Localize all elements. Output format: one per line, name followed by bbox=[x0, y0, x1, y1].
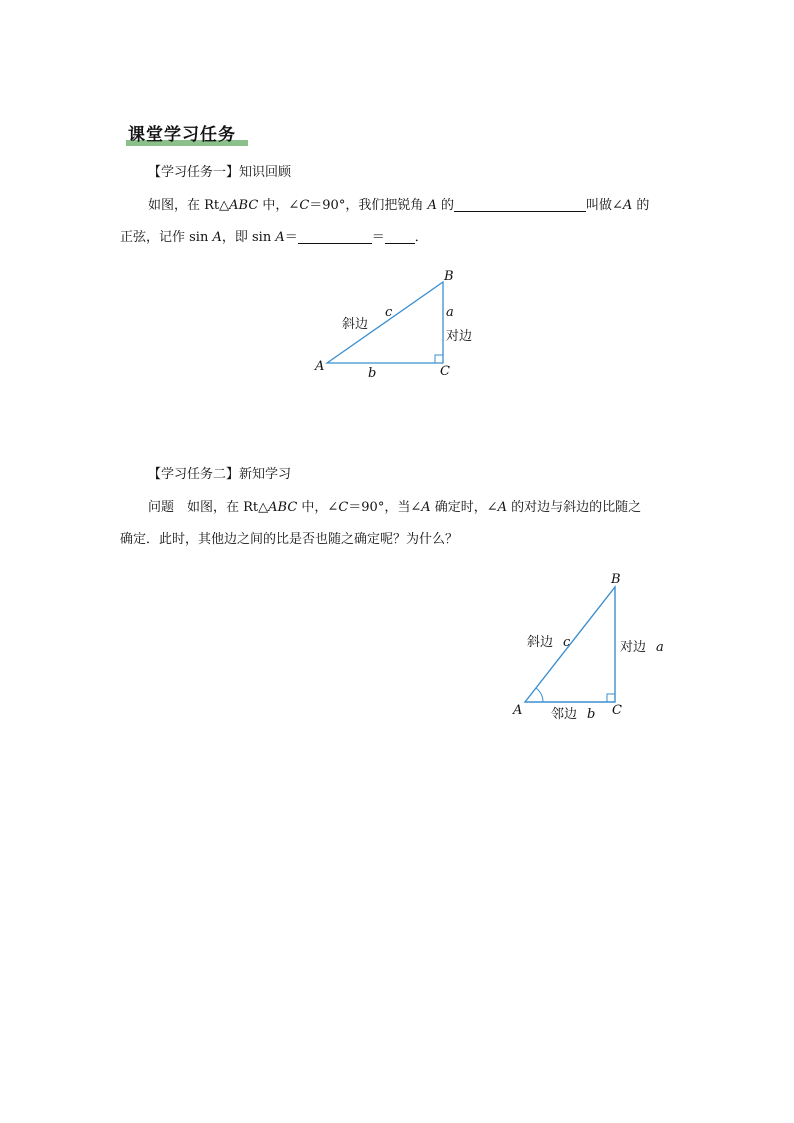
text: ＝ bbox=[284, 230, 298, 245]
text: 中，∠ bbox=[297, 500, 339, 515]
text: C bbox=[338, 500, 349, 515]
task2-line1 bbox=[148, 499, 641, 517]
opposite-label: 对边 bbox=[620, 640, 647, 655]
side-c-label: c bbox=[563, 635, 571, 650]
task1-heading: 【学习任务一】知识回顾 bbox=[148, 165, 292, 180]
text: ＝90°，当∠ bbox=[348, 500, 422, 515]
right-angle-mark bbox=[607, 694, 615, 702]
text: A bbox=[497, 500, 508, 515]
text: A bbox=[212, 230, 222, 245]
vertex-a-label: A bbox=[315, 359, 325, 374]
task1-line1 bbox=[148, 197, 649, 215]
text: 叫做∠ bbox=[586, 198, 623, 213]
text: A bbox=[622, 198, 633, 213]
adjacent-label: 邻边 bbox=[551, 707, 578, 722]
task1-line2 bbox=[120, 229, 428, 247]
vertex-c-label: C bbox=[612, 703, 622, 718]
vertex-b-label: B bbox=[444, 269, 454, 284]
text: 如图，在 Rt△ bbox=[148, 198, 230, 213]
side-a-label: a bbox=[656, 640, 664, 655]
vertex-c-label: C bbox=[440, 364, 450, 379]
vertex-b-label: B bbox=[611, 572, 621, 587]
triangle-figure-1 bbox=[300, 262, 500, 382]
answer-blank[interactable] bbox=[298, 229, 372, 244]
task2-heading: 【学习任务二】新知学习 bbox=[148, 467, 292, 482]
text: 正弦，记作 sin bbox=[120, 230, 213, 245]
text: 问题 如图，在 Rt△ bbox=[148, 500, 269, 515]
text: C bbox=[299, 198, 310, 213]
side-b-label: b bbox=[587, 707, 596, 722]
task2-line2: 确定．此时，其他边之间的比是否也随之确定呢？为什么？ bbox=[120, 532, 459, 547]
text: 确定时，∠ bbox=[430, 500, 498, 515]
text: ． bbox=[414, 230, 428, 245]
side-c-label: c bbox=[385, 305, 393, 320]
text: 的 bbox=[436, 198, 454, 213]
hypotenuse-label: 斜边 bbox=[342, 317, 369, 332]
opposite-label: 对边 bbox=[446, 329, 473, 344]
text: A bbox=[427, 198, 437, 213]
angle-arc bbox=[536, 688, 543, 702]
side-b-label: b bbox=[368, 366, 377, 381]
text: 的 bbox=[632, 198, 650, 213]
triangle-figure-2 bbox=[505, 565, 685, 725]
text: 的对边与斜边的比随之 bbox=[507, 500, 642, 515]
side-a-label: a bbox=[446, 305, 454, 320]
text: ＝ bbox=[371, 230, 385, 245]
right-angle-mark bbox=[435, 355, 443, 363]
text: A bbox=[421, 500, 431, 515]
vertex-a-label: A bbox=[513, 703, 523, 718]
answer-blank[interactable] bbox=[385, 229, 415, 244]
text: ABC bbox=[268, 500, 298, 515]
text: 中，∠ bbox=[258, 198, 300, 213]
answer-blank[interactable] bbox=[454, 197, 586, 212]
text: ABC bbox=[229, 198, 259, 213]
hypotenuse-label: 斜边 bbox=[527, 635, 554, 650]
section-title: 课堂学习任务 bbox=[128, 125, 236, 145]
text: ，即 sin bbox=[221, 230, 276, 245]
text: ＝90°，我们把锐角 bbox=[309, 198, 428, 213]
text: A bbox=[275, 230, 285, 245]
